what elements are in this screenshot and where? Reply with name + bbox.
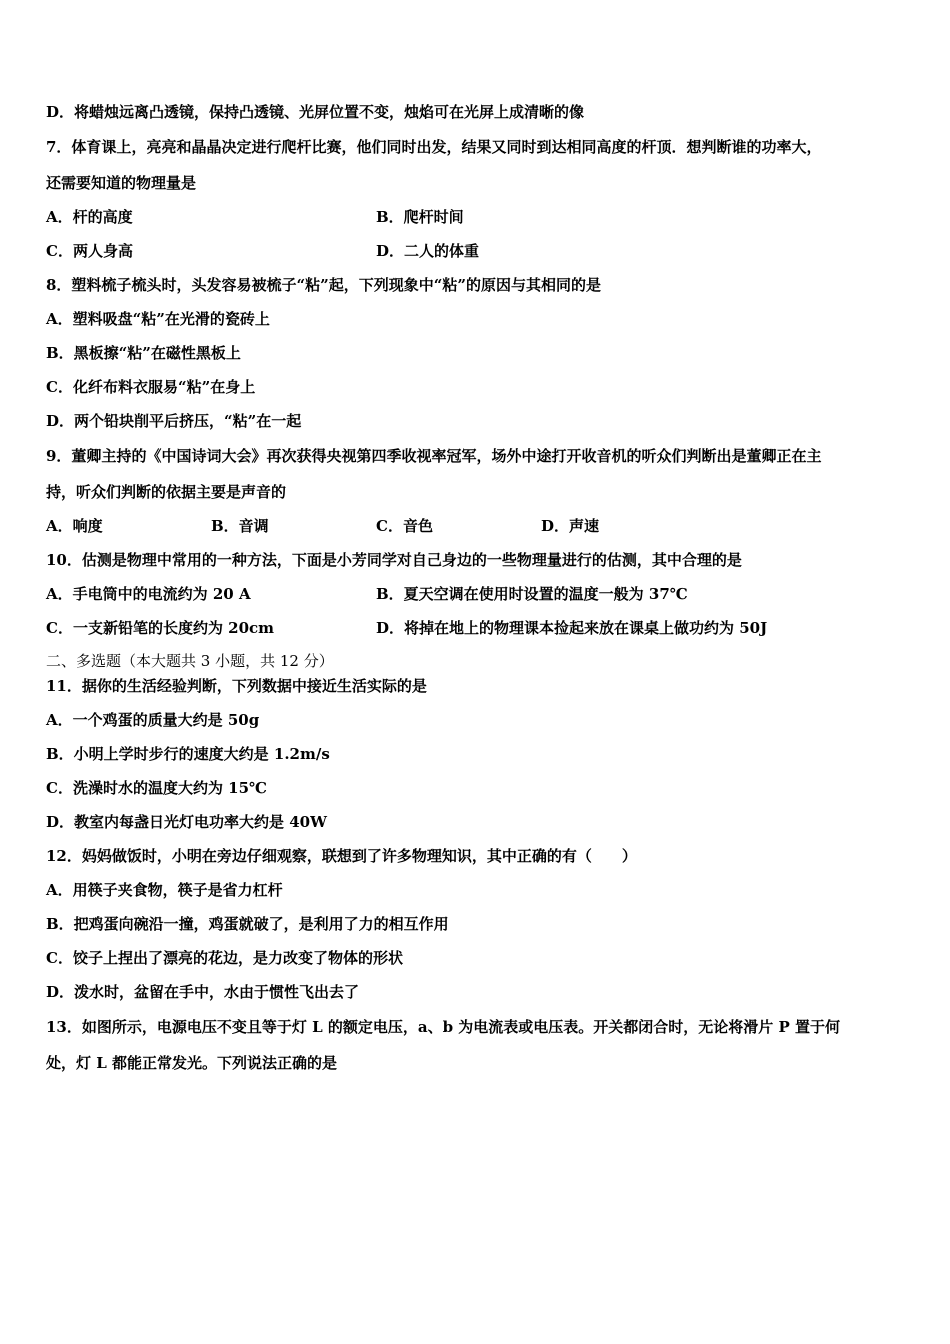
q8-option-c: C．化纤布料衣服易“粘”在身上 <box>46 378 256 396</box>
q8-option-a: A．塑料吸盘“粘”在光滑的瓷砖上 <box>46 310 270 328</box>
q12-stem: 12．妈妈做饭时，小明在旁边仔细观察，联想到了许多物理知识，其中正确的有（ ） <box>46 847 637 865</box>
q7-stem-line2: 还需要知道的物理量是 <box>46 174 197 192</box>
q11-stem: 11．据你的生活经验判断，下列数据中接近生活实际的是 <box>46 677 427 695</box>
q10-stem: 10．估测是物理中常用的一种方法，下面是小芳同学对自己身边的一些物理量进行的估测，其中合理的是 <box>46 551 742 569</box>
q7-option-c: C．两人身高 <box>46 242 133 260</box>
q7-option-b: B．爬杆时间 <box>376 208 464 226</box>
q13-stem-line2: 处，灯 L 都能正常发光。下列说法正确的是 <box>46 1054 337 1072</box>
section-heading-multiple-choice: 二、多选题（本大题共 3 小题，共 12 分） <box>46 652 334 670</box>
q9-stem-line2: 持，听众们判断的依据主要是声音的 <box>46 483 287 501</box>
q11-option-c: C．洗澡时水的温度大约为 15℃ <box>46 779 268 797</box>
q11-option-b: B．小明上学时步行的速度大约是 1.2m/s <box>46 745 330 763</box>
q8-option-b: B．黑板擦“粘”在磁性黑板上 <box>46 344 241 362</box>
q6-option-d: D．将蜡烛远离凸透镜，保持凸透镜、光屏位置不变，烛焰可在光屏上成清晰的像 <box>46 103 585 121</box>
q10-option-d: D．将掉在地上的物理课本捡起来放在课桌上做功约为 50J <box>376 619 768 637</box>
q9-option-d: D．声速 <box>541 517 600 535</box>
q8-stem: 8．塑料梳子梳头时，头发容易被梳子“粘”起，下列现象中“粘”的原因与其相同的是 <box>46 276 601 294</box>
q10-option-a: A．手电筒中的电流约为 20 A <box>46 585 251 603</box>
q7-option-d: D．二人的体重 <box>376 242 480 260</box>
q10-option-c: C．一支新铅笔的长度约为 20cm <box>46 619 275 637</box>
q11-option-a: A．一个鸡蛋的质量大约是 50g <box>46 711 260 729</box>
q12-option-a: A．用筷子夹食物，筷子是省力杠杆 <box>46 881 283 899</box>
q7-option-a: A．杆的高度 <box>46 208 133 226</box>
q13-stem-line1: 13．如图所示，电源电压不变且等于灯 L 的额定电压，a、b 为电流表或电压表。开关都闭合时，无论将滑片 P 置于何 <box>46 1018 841 1036</box>
q11-option-d: D．教室内每盏日光灯电功率大约是 40W <box>46 813 327 831</box>
q10-option-b: B．夏天空调在使用时设置的温度一般为 37℃ <box>376 585 688 603</box>
q9-option-c: C．音色 <box>376 517 433 535</box>
q9-stem-line1: 9．董卿主持的《中国诗词大会》再次获得央视第四季收视率冠军，场外中途打开收音机的听众们判断出是董卿正在主 <box>46 447 822 465</box>
q9-option-a: A．响度 <box>46 517 103 535</box>
q9-option-b: B．音调 <box>211 517 269 535</box>
q12-option-c: C．饺子上捏出了漂亮的花边，是力改变了物体的形状 <box>46 949 403 967</box>
q12-option-d: D．泼水时，盆留在手中，水由于惯性飞出去了 <box>46 983 360 1001</box>
q7-stem-line1: 7．体育课上，亮亮和晶晶决定进行爬杆比赛，他们同时出发，结果又同时到达相同高度的杆顶．想判断谁的功率大， <box>46 138 822 156</box>
q12-option-b: B．把鸡蛋向碗沿一撞，鸡蛋就破了，是利用了力的相互作用 <box>46 915 449 933</box>
q8-option-d: D．两个铅块削平后挤压，“粘”在一起 <box>46 412 302 430</box>
